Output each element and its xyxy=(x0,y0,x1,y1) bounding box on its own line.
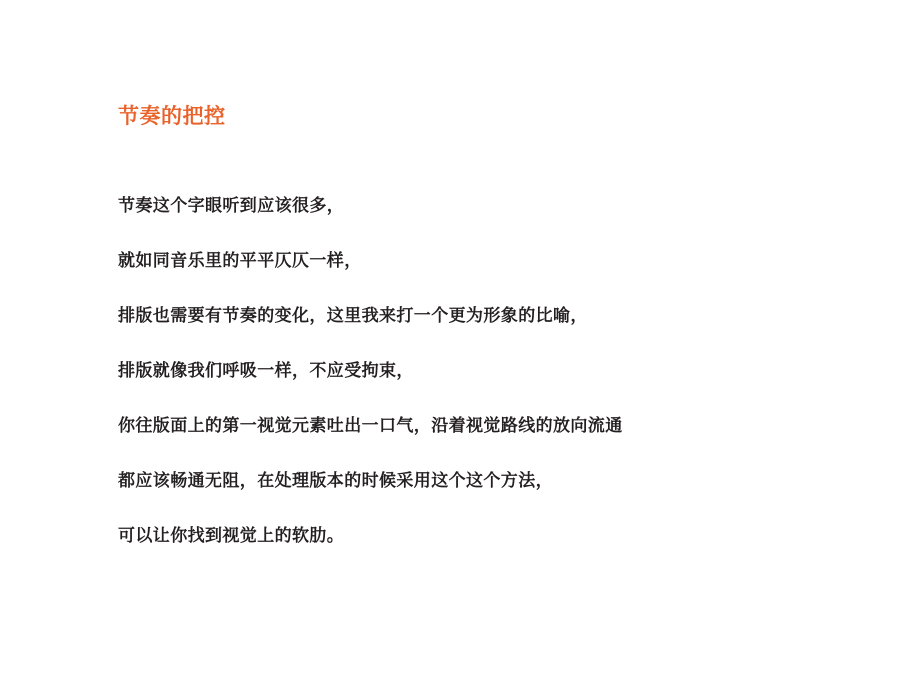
body-line: 就如同音乐里的平平仄仄一样， xyxy=(118,251,362,270)
body-line: 你往版面上的第一视觉元素吐出一口气，沿着视觉路线的放向流通 xyxy=(118,416,623,435)
body-line: 都应该畅通无阻，在处理版本的时候采用这个这个方法， xyxy=(118,471,553,490)
page-title: 节奏的把控 xyxy=(118,105,226,129)
body-line: 可以让你找到视觉上的软肋。 xyxy=(118,526,345,545)
slide-body-text xyxy=(118,170,818,572)
body-line: 节奏这个字眼听到应该很多， xyxy=(118,196,345,215)
body-line: 排版就像我们呼吸一样，不应受拘束， xyxy=(118,361,414,380)
body-line: 排版也需要有节奏的变化，这里我来打一个更为形象的比喻， xyxy=(118,306,588,325)
